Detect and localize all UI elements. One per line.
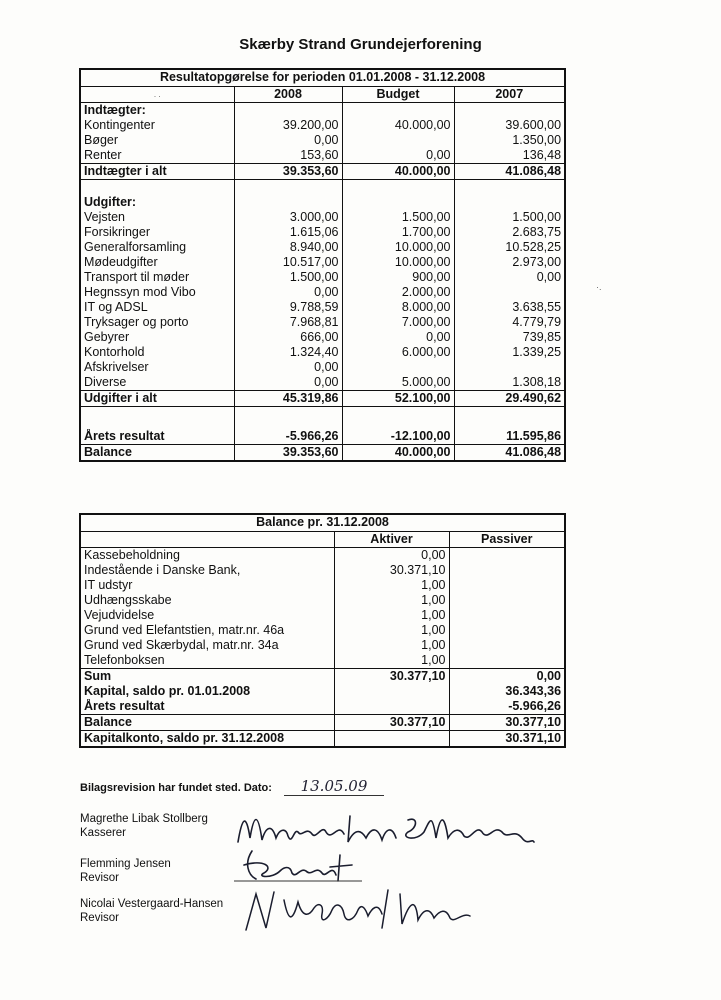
value-passiver: 30.371,10	[449, 730, 565, 747]
value-2007: 1.350,00	[454, 133, 565, 148]
row-label: Mødeudgifter	[84, 254, 158, 269]
value-2008: 0,00	[234, 285, 342, 300]
income-statement-header: Resultatopgørelse for perioden 01.01.2008 - 31.12.2008	[159, 70, 486, 85]
asset-row	[80, 563, 565, 578]
value-budget	[342, 360, 454, 375]
value-2008: 39.353,60	[234, 444, 342, 461]
value-budget: 2.000,00	[342, 285, 454, 300]
value-2008: 3.000,00	[234, 210, 342, 225]
value-2008: -5.966,26	[234, 429, 342, 445]
value-aktiver: 30.377,10	[334, 714, 449, 730]
row-label: Generalforsamling	[84, 239, 187, 254]
value-2008: 9.788,59	[234, 300, 342, 315]
signature-jensen	[234, 845, 364, 885]
income-total-row	[80, 163, 565, 179]
value-budget: 40.000,00	[342, 118, 454, 133]
value-2008: 0,00	[234, 133, 342, 148]
value-2008: 45.319,86	[234, 390, 342, 406]
value-2007: 10.528,25	[454, 240, 565, 255]
expense-row	[80, 210, 565, 225]
value-budget	[342, 133, 454, 148]
row-label: Årets resultat	[84, 698, 165, 713]
value-passiver: 36.343,36	[449, 684, 565, 699]
row-label: IT udstyr	[84, 577, 133, 592]
value-2008: 10.517,00	[234, 255, 342, 270]
value-budget: 1.700,00	[342, 225, 454, 240]
value-passiver	[449, 653, 565, 669]
value-aktiver: 1,00	[334, 653, 449, 669]
asset-row	[80, 547, 565, 563]
value-2008: 153,60	[234, 148, 342, 164]
value-2008: 1.500,00	[234, 270, 342, 285]
row-label: Udgifter i alt	[84, 390, 157, 405]
expense-row	[80, 300, 565, 315]
signatory-treasurer	[80, 812, 208, 840]
value-aktiver: 0,00	[334, 547, 449, 563]
value-aktiver: 1,00	[334, 593, 449, 608]
row-label: Bøger	[84, 132, 119, 147]
value-aktiver: 1,00	[334, 638, 449, 653]
value-budget: 900,00	[342, 270, 454, 285]
value-2007: 2.683,75	[454, 225, 565, 240]
value-2008: 0,00	[234, 375, 342, 391]
value-budget: 10.000,00	[342, 240, 454, 255]
expense-row	[80, 255, 565, 270]
row-label: Kontorhold	[84, 344, 145, 359]
row-label: Balance	[84, 444, 132, 459]
row-label: Kapitalkonto, saldo pr. 31.12.2008	[84, 730, 285, 745]
expense-row	[80, 240, 565, 255]
expense-row	[80, 375, 565, 391]
col-2008: 2008	[234, 86, 342, 102]
value-budget: 0,00	[342, 330, 454, 345]
value-2007: 2.973,00	[454, 255, 565, 270]
value-2007: 29.490,62	[454, 390, 565, 406]
value-2007: 1.308,18	[454, 375, 565, 391]
value-2008: 39.353,60	[234, 163, 342, 179]
signatory-auditor-1	[80, 857, 171, 885]
value-passiver	[449, 578, 565, 593]
value-passiver: 0,00	[449, 668, 565, 684]
value-budget: -12.100,00	[342, 429, 454, 445]
value-aktiver: 1,00	[334, 578, 449, 593]
signatory-auditor-2	[80, 897, 223, 925]
row-label: Hegnssyn mod Vibo	[84, 284, 196, 299]
value-budget: 0,00	[342, 148, 454, 164]
capital-account-row	[80, 730, 565, 747]
signatory-role: Revisor	[80, 872, 119, 884]
balance-sheet-table	[79, 513, 566, 748]
balance-row	[80, 444, 565, 461]
asset-row	[80, 623, 565, 638]
income-row	[80, 148, 565, 164]
income-heading: Indtægter:	[84, 102, 146, 117]
row-label: Diverse	[84, 374, 127, 389]
value-2007	[454, 285, 565, 300]
row-label: IT og ADSL	[84, 299, 148, 314]
value-2008: 39.200,00	[234, 118, 342, 133]
value-passiver: -5.966,26	[449, 699, 565, 715]
value-2007: 136,48	[454, 148, 565, 164]
value-aktiver: 30.377,10	[334, 668, 449, 684]
row-label: Kassebeholdning	[84, 547, 180, 562]
expense-heading: Udgifter:	[84, 194, 137, 209]
signatory-name: Nicolai Vestergaard-Hansen	[80, 898, 224, 910]
value-2007: 3.638,55	[454, 300, 565, 315]
value-2007: 4.779,79	[454, 315, 565, 330]
income-row	[80, 118, 565, 133]
value-budget: 5.000,00	[342, 375, 454, 391]
value-budget: 7.000,00	[342, 315, 454, 330]
balance-sheet-header: Balance pr. 31.12.2008	[256, 515, 389, 530]
signatory-role: Kasserer	[80, 827, 127, 839]
value-2007: 11.595,86	[454, 429, 565, 445]
value-aktiver: 1,00	[334, 608, 449, 623]
row-label: Sum	[84, 668, 112, 683]
value-2008: 8.940,00	[234, 240, 342, 255]
year-result-row	[80, 429, 565, 445]
row-label: Telefonboksen	[84, 652, 165, 667]
row-label: Årets resultat	[84, 428, 165, 443]
asset-row	[80, 593, 565, 608]
bs-balance-row	[80, 714, 565, 730]
value-passiver	[449, 593, 565, 608]
asset-rows	[80, 547, 565, 668]
expense-row	[80, 360, 565, 375]
row-label: Vejsten	[84, 209, 126, 224]
expense-total-row	[80, 390, 565, 406]
revision-date: 13.05.09	[284, 777, 384, 796]
value-budget: 1.500,00	[342, 210, 454, 225]
row-label: Udhængsskabe	[84, 592, 172, 607]
col-budget: Budget	[342, 86, 454, 102]
value-2008: 0,00	[234, 360, 342, 375]
col-aktiver: Aktiver	[334, 531, 449, 547]
col-passiver: Passiver	[449, 531, 565, 547]
expense-rows	[80, 210, 565, 391]
value-2007: 0,00	[454, 270, 565, 285]
row-label: Indestående i Danske Bank,	[84, 562, 241, 577]
asset-row	[80, 578, 565, 593]
document-title: Skærby Strand Grundejerforening	[239, 36, 482, 53]
value-2007: 1.500,00	[454, 210, 565, 225]
expense-row	[80, 270, 565, 285]
expense-row	[80, 225, 565, 240]
row-label: Gebyrer	[84, 329, 130, 344]
row-label: Transport til møder	[84, 269, 190, 284]
income-statement-table	[79, 68, 566, 462]
row-label: Afskrivelser	[84, 359, 149, 374]
value-budget: 40.000,00	[342, 163, 454, 179]
value-2007: 41.086,48	[454, 163, 565, 179]
value-passiver	[449, 608, 565, 623]
income-rows	[80, 118, 565, 164]
expense-row	[80, 285, 565, 300]
row-label: Balance	[84, 714, 132, 729]
capital-row	[80, 684, 565, 699]
value-budget: 40.000,00	[342, 444, 454, 461]
expense-row	[80, 330, 565, 345]
value-budget: 6.000,00	[342, 345, 454, 360]
row-label: Grund ved Elefantstien, matr.nr. 46a	[84, 622, 285, 637]
value-budget: 8.000,00	[342, 300, 454, 315]
value-2007: 39.600,00	[454, 118, 565, 133]
value-2008: 1.324,40	[234, 345, 342, 360]
value-passiver	[449, 623, 565, 638]
value-passiver	[449, 563, 565, 578]
header-dots: . .	[153, 89, 161, 99]
signature-vestergaard-hansen	[232, 880, 482, 938]
row-label: Grund ved Skærbydal, matr.nr. 34a	[84, 637, 279, 652]
row-label: Indtægter i alt	[84, 163, 167, 178]
value-passiver	[449, 638, 565, 653]
row-label: Kapital, saldo pr. 01.01.2008	[84, 683, 251, 698]
value-2008: 666,00	[234, 330, 342, 345]
revision-statement: Bilagsrevision har fundet sted. Dato:	[80, 782, 272, 794]
stray-mark: ·.	[596, 282, 602, 292]
signatory-name: Magrethe Libak Stollberg	[80, 813, 208, 825]
value-budget: 52.100,00	[342, 390, 454, 406]
row-label: Renter	[84, 147, 122, 162]
value-aktiver: 1,00	[334, 623, 449, 638]
row-label: Tryksager og porto	[84, 314, 189, 329]
expense-row	[80, 315, 565, 330]
value-2007: 1.339,25	[454, 345, 565, 360]
value-2008: 1.615,06	[234, 225, 342, 240]
value-2007: 41.086,48	[454, 444, 565, 461]
value-2008: 7.968,81	[234, 315, 342, 330]
value-passiver: 30.377,10	[449, 714, 565, 730]
row-label: Vejudvidelse	[84, 607, 155, 622]
value-aktiver: 30.371,10	[334, 563, 449, 578]
row-label: Kontingenter	[84, 117, 155, 132]
asset-row	[80, 653, 565, 669]
asset-row	[80, 608, 565, 623]
expense-row	[80, 345, 565, 360]
income-row	[80, 133, 565, 148]
value-passiver	[449, 547, 565, 563]
col-2007: 2007	[454, 86, 565, 102]
signatory-role: Revisor	[80, 912, 119, 924]
row-label: Forsikringer	[84, 224, 150, 239]
value-2007: 739,85	[454, 330, 565, 345]
signatory-name: Flemming Jensen	[80, 858, 171, 870]
asset-row	[80, 638, 565, 653]
sum-row	[80, 668, 565, 684]
value-budget: 10.000,00	[342, 255, 454, 270]
bs-year-result-row	[80, 699, 565, 715]
value-2007	[454, 360, 565, 375]
